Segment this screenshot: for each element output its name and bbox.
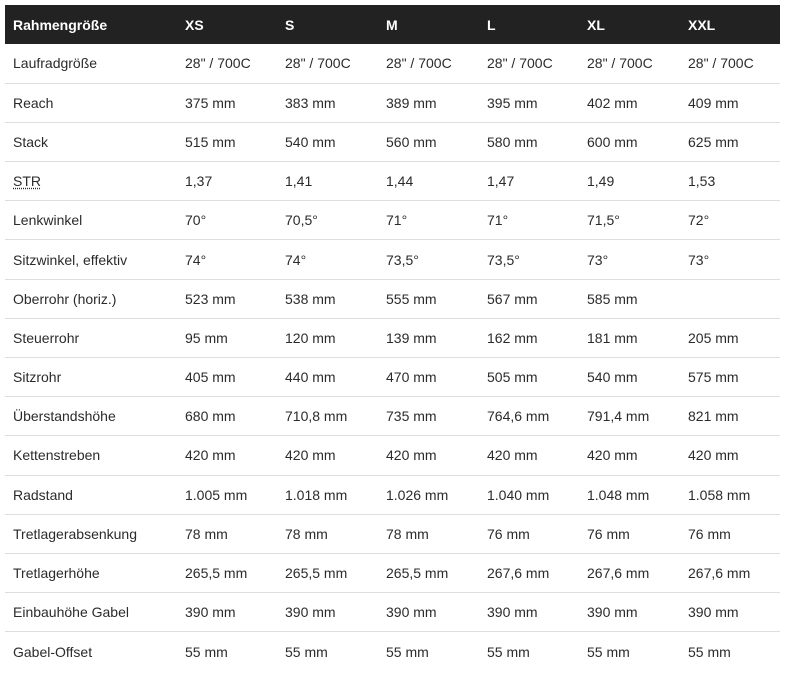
row-label-text: Stack xyxy=(13,133,49,150)
table-cell: 1,49 xyxy=(587,173,615,190)
header-row xyxy=(5,5,780,44)
table-cell: 71° xyxy=(487,212,509,229)
table-cell: 560 mm xyxy=(386,133,437,150)
row-label xyxy=(5,162,177,201)
table-row xyxy=(5,358,780,397)
table-cell: 28" / 700C xyxy=(587,55,653,72)
row-label-text: Tretlagerhöhe xyxy=(13,565,100,582)
table-cell: 1,47 xyxy=(487,173,515,190)
table-cell: 73° xyxy=(688,251,710,268)
row-label-text: Reach xyxy=(13,94,54,111)
table-cell: 74° xyxy=(285,251,307,268)
geometry-table xyxy=(5,5,780,671)
table-cell: 28" / 700C xyxy=(386,55,452,72)
table-cell: 585 mm xyxy=(587,290,638,307)
table-cell: 181 mm xyxy=(587,329,638,346)
table-cell: 1.026 mm xyxy=(386,486,449,503)
table-cell: 540 mm xyxy=(285,133,336,150)
table-cell: 70° xyxy=(185,212,207,229)
table-cell: 139 mm xyxy=(386,329,437,346)
table-cell: 74° xyxy=(185,251,207,268)
table-cell: 1.040 mm xyxy=(487,486,550,503)
table-cell: 735 mm xyxy=(386,408,437,425)
table-cell: 821 mm xyxy=(688,408,739,425)
table-cell: 420 mm xyxy=(487,447,538,464)
table-cell: 1.048 mm xyxy=(587,486,650,503)
table-cell: 680 mm xyxy=(185,408,236,425)
table-cell: 1.058 mm xyxy=(688,486,751,503)
size-header-xxl: XXL xyxy=(688,16,716,33)
table-cell: 395 mm xyxy=(487,94,538,111)
table-cell: 402 mm xyxy=(587,94,638,111)
table-row xyxy=(5,201,780,240)
table-cell: 440 mm xyxy=(285,369,336,386)
table-cell: 515 mm xyxy=(185,133,236,150)
table-row xyxy=(5,44,780,83)
table-cell: 580 mm xyxy=(487,133,538,150)
table-row xyxy=(5,240,780,279)
table-cell: 55 mm xyxy=(185,643,228,660)
row-label-text: Sitzwinkel, effektiv xyxy=(13,251,128,268)
table-cell: 78 mm xyxy=(185,525,228,542)
row-label xyxy=(5,593,177,632)
row-label-text: Kettenstreben xyxy=(13,447,101,464)
row-label-text: Steuerrohr xyxy=(13,329,80,346)
row-label-text: Tretlagerabsenkung xyxy=(13,525,138,542)
table-cell: 205 mm xyxy=(688,329,739,346)
table-cell: 1,44 xyxy=(386,173,414,190)
row-label-text: Einbauhöhe Gabel xyxy=(13,604,129,621)
corner-label: Rahmengröße xyxy=(13,16,108,33)
table-body xyxy=(5,44,780,671)
row-label xyxy=(5,397,177,436)
row-label xyxy=(5,201,177,240)
size-header-l: L xyxy=(487,16,496,33)
table-cell: 625 mm xyxy=(688,133,739,150)
table-cell: 538 mm xyxy=(285,290,336,307)
table-cell: 420 mm xyxy=(587,447,638,464)
table-cell: 265,5 mm xyxy=(185,565,248,582)
row-label xyxy=(5,632,177,671)
table-cell: 28" / 700C xyxy=(285,55,351,72)
table-cell: 390 mm xyxy=(587,604,638,621)
table-cell: 420 mm xyxy=(386,447,437,464)
table-cell: 375 mm xyxy=(185,94,236,111)
table-cell: 383 mm xyxy=(285,94,336,111)
table-cell: 78 mm xyxy=(386,525,429,542)
row-label-text: Lenkwinkel xyxy=(13,212,83,229)
row-label-text: Radstand xyxy=(13,486,73,503)
row-label-text: Oberrohr (horiz.) xyxy=(13,290,117,307)
table-cell: 1,41 xyxy=(285,173,313,190)
table-cell: 55 mm xyxy=(285,643,328,660)
table-cell: 791,4 mm xyxy=(587,408,650,425)
row-label xyxy=(5,240,177,279)
table-row xyxy=(5,83,780,122)
table-cell: 76 mm xyxy=(688,525,731,542)
table-cell: 505 mm xyxy=(487,369,538,386)
table-cell: 267,6 mm xyxy=(487,565,550,582)
row-label-text: Laufradgröße xyxy=(13,55,98,72)
row-label xyxy=(5,122,177,161)
table-row xyxy=(5,279,780,318)
table-cell: 600 mm xyxy=(587,133,638,150)
table-cell: 95 mm xyxy=(185,329,228,346)
table-cell: 390 mm xyxy=(185,604,236,621)
size-header-m: M xyxy=(386,16,398,33)
table-cell: 76 mm xyxy=(487,525,530,542)
table-row xyxy=(5,122,780,161)
table-cell: 55 mm xyxy=(487,643,530,660)
table-cell: 555 mm xyxy=(386,290,437,307)
table-cell: 72° xyxy=(688,212,710,229)
table-cell: 1.018 mm xyxy=(285,486,348,503)
table-cell: 420 mm xyxy=(285,447,336,464)
table-cell: 265,5 mm xyxy=(386,565,449,582)
size-header-s: S xyxy=(285,16,295,33)
row-label-text: Gabel-Offset xyxy=(13,643,93,660)
table-row xyxy=(5,475,780,514)
table-row xyxy=(5,162,780,201)
table-cell: 390 mm xyxy=(487,604,538,621)
table-cell: 575 mm xyxy=(688,369,739,386)
table-cell: 390 mm xyxy=(285,604,336,621)
table-cell: 1,53 xyxy=(688,173,716,190)
table-cell: 55 mm xyxy=(688,643,731,660)
table-row xyxy=(5,436,780,475)
table-cell: 267,6 mm xyxy=(688,565,751,582)
table-row xyxy=(5,514,780,553)
table-cell xyxy=(680,279,780,318)
table-cell: 28" / 700C xyxy=(688,55,754,72)
table-cell: 390 mm xyxy=(688,604,739,621)
table-cell: 405 mm xyxy=(185,369,236,386)
row-label xyxy=(5,44,177,83)
row-label xyxy=(5,514,177,553)
table-cell: 710,8 mm xyxy=(285,408,348,425)
row-label-text: Sitzrohr xyxy=(13,369,62,386)
table-cell: 55 mm xyxy=(386,643,429,660)
table-cell: 1,37 xyxy=(185,173,213,190)
table-cell: 55 mm xyxy=(587,643,630,660)
table-cell: 73,5° xyxy=(386,251,419,268)
table-row xyxy=(5,632,780,671)
row-label xyxy=(5,436,177,475)
table-cell: 540 mm xyxy=(587,369,638,386)
table-cell: 420 mm xyxy=(688,447,739,464)
table-cell: 120 mm xyxy=(285,329,336,346)
size-header-xs: XS xyxy=(185,16,204,33)
table-cell: 764,6 mm xyxy=(487,408,550,425)
table-cell: 71° xyxy=(386,212,408,229)
table-row xyxy=(5,397,780,436)
table-header xyxy=(5,5,780,44)
table-cell: 265,5 mm xyxy=(285,565,348,582)
table-cell: 470 mm xyxy=(386,369,437,386)
size-header-xl: XL xyxy=(587,16,605,33)
table-cell: 523 mm xyxy=(185,290,236,307)
table-row xyxy=(5,593,780,632)
table-cell: 389 mm xyxy=(386,94,437,111)
table-cell: 409 mm xyxy=(688,94,739,111)
table-cell: 267,6 mm xyxy=(587,565,650,582)
table-cell: 70,5° xyxy=(285,212,318,229)
row-label-abbreviation[interactable]: STR xyxy=(13,173,41,190)
table-cell: 71,5° xyxy=(587,212,620,229)
table-cell: 78 mm xyxy=(285,525,328,542)
row-label xyxy=(5,83,177,122)
row-label xyxy=(5,553,177,592)
table-cell: 76 mm xyxy=(587,525,630,542)
row-label xyxy=(5,358,177,397)
table-row xyxy=(5,318,780,357)
row-label xyxy=(5,475,177,514)
table-cell: 390 mm xyxy=(386,604,437,621)
table-cell: 73° xyxy=(587,251,609,268)
table-cell: 1.005 mm xyxy=(185,486,248,503)
table-cell: 162 mm xyxy=(487,329,538,346)
row-label-text: Überstandshöhe xyxy=(13,408,116,425)
table-cell: 73,5° xyxy=(487,251,520,268)
table-cell: 567 mm xyxy=(487,290,538,307)
row-label xyxy=(5,279,177,318)
row-label xyxy=(5,318,177,357)
table-cell: 28" / 700C xyxy=(185,55,251,72)
table-cell: 28" / 700C xyxy=(487,55,553,72)
table-cell: 420 mm xyxy=(185,447,236,464)
table-row xyxy=(5,553,780,592)
